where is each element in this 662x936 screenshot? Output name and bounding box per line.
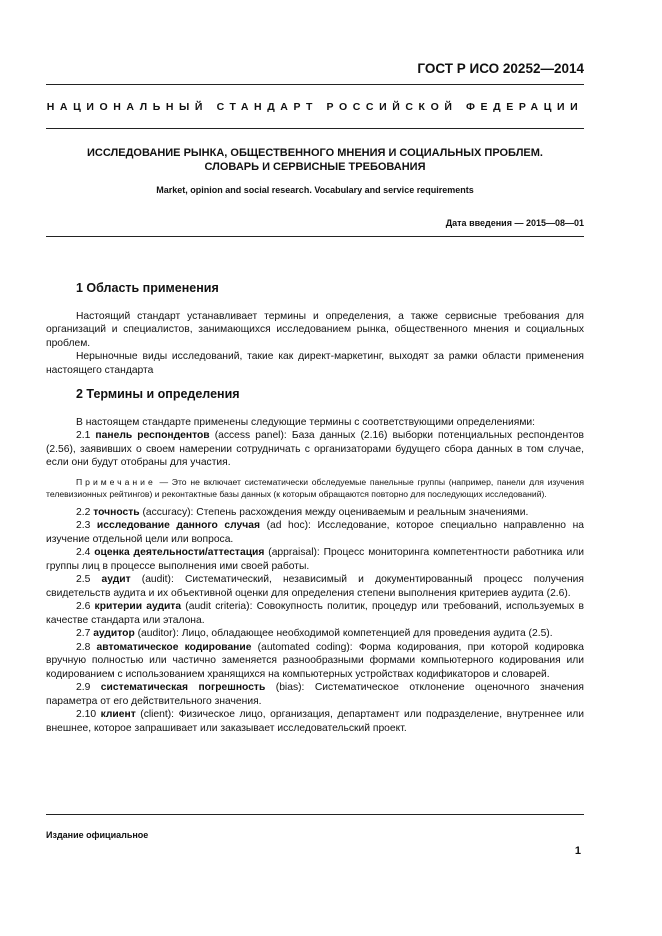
term-number: 2.9	[76, 682, 91, 693]
term-entry	[46, 600, 584, 627]
term-number: 2.7	[76, 628, 91, 639]
paragraph: В настоящем стандарте применены следующие термины с соответствующими определениями:	[76, 416, 536, 428]
term-name: автоматическое кодирование	[96, 641, 252, 653]
note-text: — Это не включает систематически обследуемые панельные группы (например, панели для изучения телевизионных рейтингов) и реконтактные базы данных (к которым обращаются повторно для последующих исследований).	[46, 476, 584, 499]
term-definition: (ad hoc): Исследование, которое специально направленно на изучение отдельной цели или вопроса.	[46, 520, 584, 545]
note	[46, 476, 584, 500]
section-heading: 2 Термины и определения	[76, 387, 240, 401]
term-name: систематическая погрешность	[100, 682, 266, 693]
term-entry	[46, 546, 584, 573]
term-name: критерии аудита	[94, 601, 182, 612]
term-name: точность	[93, 506, 140, 518]
english-title: Market, opinion and social research. Vocabulary and service requirements	[156, 185, 474, 195]
term-definition: (audit): Систематический, независимый и документированный процесс получения свидетельств аудита и их объективной оценки для определения степени выполнения критериев аудита (2.6).	[46, 574, 584, 599]
term-definition: (automated coding): Форма кодирования, при которой кодировка вручную полностью или частично заменяется разнообразными формами компьютерного кодирования или кодированием с использованием хранящихся на компьютерных устройствах кодификаторов и словарей.	[46, 641, 584, 680]
introduction-date: Дата введения — 2015—08—01	[445, 218, 584, 228]
term-number: 2.3	[76, 520, 91, 531]
term-entry	[46, 573, 584, 600]
section-terms	[46, 388, 584, 735]
term-definition: (accuracy): Степень расхождения между оцениваемым и реальным значениями.	[139, 506, 529, 518]
term-definition: (audit criteria): Совокупность политик, процедур или требований, используемых в качестве стандарта или эталона.	[46, 601, 584, 626]
term-name: аудитор	[93, 628, 135, 639]
national-standard-banner: НАЦИОНАЛЬНЫЙ СТАНДАРТ РОССИЙСКОЙ ФЕДЕРАЦИИ	[46, 101, 584, 113]
section-heading: 1 Область применения	[76, 281, 219, 295]
term-name: аудит	[101, 574, 131, 585]
term-name: клиент	[100, 709, 136, 720]
date-divider	[46, 236, 584, 237]
paragraph: Настоящий стандарт устанавливает термины и определения, а также сервисные требования для организаций и специалистов, занимающихся исследованием рынка, общественного мнения и социальных проблем.	[46, 310, 584, 349]
term-definition: (appraisal): Процесс мониторинга компетентности работника или группы лиц в процессе выполнения ими своей работы.	[46, 547, 584, 572]
term-entry	[46, 681, 584, 708]
term-name: оценка деятельности/аттестация	[94, 547, 265, 558]
title-line-2: СЛОВАРЬ И СЕРВИСНЫЕ ТРЕБОВАНИЯ	[204, 161, 426, 173]
footer-divider	[46, 814, 584, 815]
term-definition: (auditor): Лицо, обладающее необходимой компетенцией для проведения аудита (2.5).	[134, 628, 553, 639]
paragraph: Нерыночные виды исследований, такие как директ-маркетинг, выходят за рамки области применения настоящего стандарта	[46, 351, 584, 376]
term-number: 2.2	[76, 506, 91, 518]
term-definition: (bias): Систематическое отклонение оценочного значения параметра от его действительного значения.	[46, 682, 584, 707]
header-divider	[46, 84, 584, 85]
term-number: 2.8	[76, 641, 91, 653]
term-name: исследование данного случая	[96, 520, 260, 531]
section-scope	[46, 282, 584, 377]
document-title	[46, 146, 584, 174]
edition-note: Издание официальное	[46, 830, 149, 840]
term-entry	[46, 708, 584, 735]
term-entry	[46, 519, 584, 546]
page-number: 1	[574, 845, 581, 857]
note-label: Примечание	[76, 476, 156, 487]
term-number: 2.4	[76, 547, 91, 558]
term-number: 2.6	[76, 601, 91, 612]
standard-id: ГОСТ Р ИСО 20252—2014	[417, 61, 584, 76]
term-entry	[46, 506, 584, 520]
term-entry	[46, 641, 584, 682]
title-line-1: ИССЛЕДОВАНИЕ РЫНКА, ОБЩЕСТВЕННОГО МНЕНИЯ И СОЦИАЛЬНЫХ ПРОБЛЕМ.	[87, 147, 543, 159]
term-name: панель респондентов	[95, 430, 210, 441]
term-entry	[46, 429, 584, 470]
banner-divider	[46, 128, 584, 129]
term-number: 2.5	[76, 574, 91, 585]
term-number: 2.10	[76, 709, 97, 720]
term-definition: (client): Физическое лицо, организация, департамент или подразделение, внутреннее или внешнее, которое запрашивает или заказывает исследовательский проект.	[46, 709, 584, 734]
term-number: 2.1	[76, 430, 91, 441]
term-definition: (access panel): База данных (2.16) выборки потенциальных респондентов (2.56), заявивших о своем намерении сотрудничать с организаторами будущего сбора данных в том случае, если они будут отобраны для участия.	[46, 430, 584, 468]
term-entry	[46, 627, 584, 641]
